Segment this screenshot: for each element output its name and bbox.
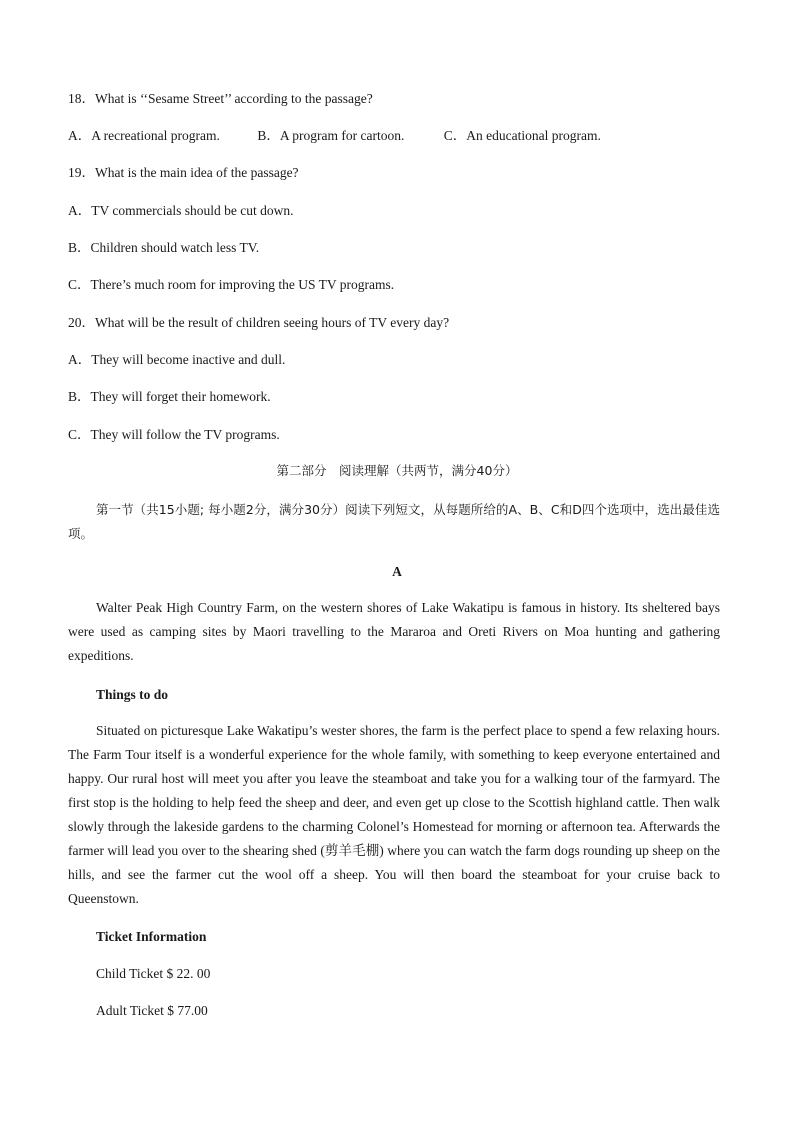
ticket-info-heading: Ticket Information bbox=[96, 929, 207, 944]
question-19-stem: 19．What is the main idea of the passage? bbox=[68, 165, 299, 180]
option-20-a: A．They will become inactive and dull. bbox=[68, 352, 286, 367]
passage-a-intro: Walter Peak High Country Farm, on the western shores of Lake Wakatipu is famous in history. Its sheltered bays were used as camping sites by Maori travelling to the Mararoa and Oreti Rivers on Moa hunting and gathering expeditions. bbox=[68, 600, 720, 663]
option-19-b: B．Children should watch less TV. bbox=[68, 240, 260, 255]
question-18-stem: 18．What is ‘‘Sesame Street’’ according to the passage? bbox=[68, 91, 373, 106]
passage-a-label: A bbox=[392, 564, 402, 579]
things-to-do-body: Situated on picturesque Lake Wakatipu’s wester shores, the farm is the perfect place to spend a few relaxing hours. The Farm Tour itself is a wonderful experience for the whole family, with something to keep everyone entertained and happy. Our rural host will meet you after you leave the steamboat and take you for a walking tour of the farmyard. The first stop is the holding to help feed the sheep and deer, and even get up close to the Scottish highland cattle. Then walk slowly through the lakeside gardens to the charming Colonel’s Homestead for morning or afternoon tea. Afterwards the farmer will lead you over to the shearing shed (剪羊毛棚) where you can watch the farm dogs rounding up sheep on the hills, and see the farmer cut the wool off a sheep. You will then board the steamboat for your cruise back to Queenstown. bbox=[68, 723, 720, 906]
option-18-a: A．A recreational program. bbox=[68, 128, 220, 143]
child-ticket-price: Child Ticket $ 22. 00 bbox=[96, 966, 211, 981]
option-19-a: A．TV commercials should be cut down. bbox=[68, 203, 294, 218]
part-2-instruction: 第一节（共15小题; 每小题2分，满分30分）阅读下列短文，从每题所给的A、B、C和D四个选项中，选出最佳选项。 bbox=[68, 502, 720, 541]
part-2-title: 第二部分 阅读理解（共两节，满分40分） bbox=[276, 463, 518, 478]
option-20-c: C．They will follow the TV programs. bbox=[68, 427, 280, 442]
adult-ticket-price: Adult Ticket $ 77.00 bbox=[96, 1003, 208, 1018]
option-19-c: C．There’s much room for improving the US TV programs. bbox=[68, 277, 395, 292]
question-18-options bbox=[68, 127, 601, 145]
option-20-b: B．They will forget their homework. bbox=[68, 389, 271, 404]
option-18-c: C．An educational program. bbox=[443, 128, 601, 143]
things-to-do-heading: Things to do bbox=[96, 687, 169, 702]
option-18-b: B．A program for cartoon. bbox=[257, 128, 405, 143]
question-20-stem: 20．What will be the result of children seeing hours of TV every day? bbox=[68, 315, 450, 330]
